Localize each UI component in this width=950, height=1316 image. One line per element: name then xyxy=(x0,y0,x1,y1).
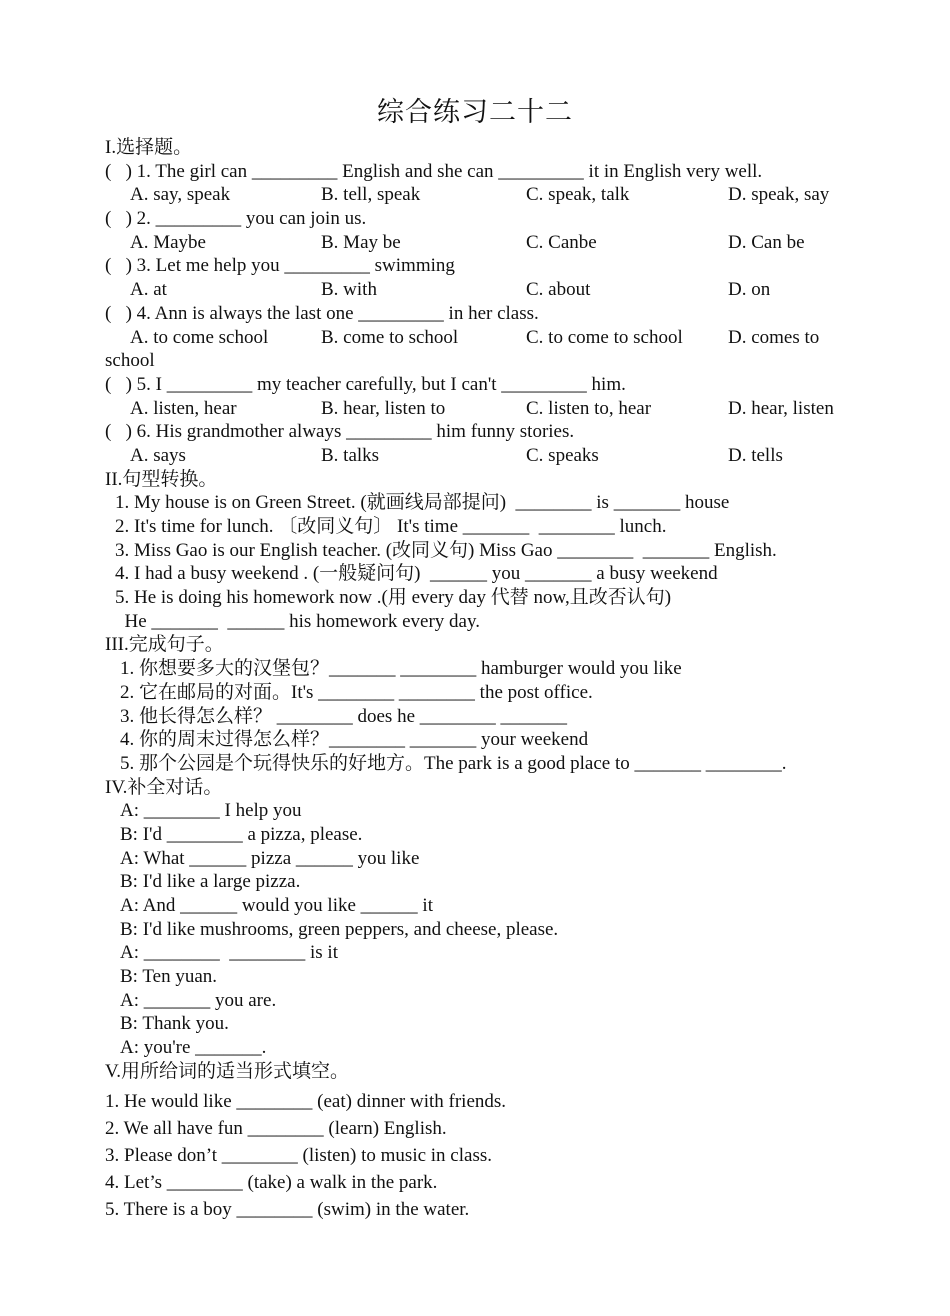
question-6-options xyxy=(105,444,865,468)
option-d: D. hear, listen xyxy=(728,397,834,419)
dialogue-line: A: ________ I help you xyxy=(120,800,302,822)
complete-item-1: 1. 你想要多大的汉堡包？_______ ________ hamburger would you like xyxy=(120,658,682,680)
option-d: D. Can be xyxy=(728,231,805,253)
fill-item-2: 2. We all have fun ________ (learn) English. xyxy=(105,1117,447,1139)
question-5-stem: ( ) 5. I _________ my teacher carefully, but I can't _________ him. xyxy=(105,373,626,395)
option-d: D. on xyxy=(728,279,771,301)
question-4-stem: ( ) 4. Ann is always the last one _________ in her class. xyxy=(105,302,539,324)
complete-item-4: 4. 你的周末过得怎么样？________ _______ your weekend xyxy=(120,729,589,751)
transform-item-2: 2. It's time for lunch. 〔改同义句〕 It's time _______ ________ lunch. xyxy=(115,516,667,537)
option-d: D. tells xyxy=(728,444,783,466)
option-c: C. to come to school xyxy=(526,326,683,348)
option-b: B. May be xyxy=(321,231,401,253)
question-3-stem: ( ) 3. Let me help you _________ swimming xyxy=(105,255,455,277)
option-c: C. speak, talk xyxy=(526,184,630,206)
option-b: B. talks xyxy=(321,444,380,466)
transform-item-4: 4. I had a busy weekend . (一般疑问句) ______ you _______ a busy weekend xyxy=(115,563,718,585)
fill-item-3: 3. Please don’t ________ (listen) to music in class. xyxy=(105,1144,492,1166)
question-6-stem: ( ) 6. His grandmother always _________ him funny stories. xyxy=(105,421,575,443)
fill-item-4: 4. Let’s ________ (take) a walk in the park. xyxy=(105,1171,438,1193)
section-4-heading: IV.补全对话。 xyxy=(105,776,223,798)
section-5-heading: V.用所给词的适当形式填空。 xyxy=(105,1060,350,1082)
option-a: A. listen, hear xyxy=(130,397,237,419)
option-c: C. Canbe xyxy=(526,231,597,253)
dialogue-line: A: ________ ________ is it xyxy=(120,942,338,964)
dialogue-line: A: And ______ would you like ______ it xyxy=(120,895,433,916)
dialogue-line: B: I'd like a large pizza. xyxy=(120,871,301,893)
question-1-stem: ( ) 1. The girl can _________ English and she can _________ it in English very well. xyxy=(105,160,763,182)
dialogue-line: B: I'd ________ a pizza, please. xyxy=(120,823,363,845)
question-5-options xyxy=(105,397,865,421)
page-title: 综合练习二十二 xyxy=(377,97,573,128)
dialogue-line: B: Ten yuan. xyxy=(120,966,218,988)
question-2-options xyxy=(105,231,865,255)
option-b: B. with xyxy=(321,279,377,301)
option-c: C. about xyxy=(526,279,591,301)
option-c: C. speaks xyxy=(526,444,599,466)
option-d: D. speak, say xyxy=(728,184,830,206)
question-1-options xyxy=(105,183,865,207)
question-3-options xyxy=(105,278,865,302)
option-a: A. says xyxy=(130,444,186,466)
option-b: B. come to school xyxy=(321,326,459,348)
transform-item-3: 3. Miss Gao is our English teacher. (改同义句) Miss Gao ________ _______ English. xyxy=(115,539,777,561)
dialogue-line: A: What ______ pizza ______ you like xyxy=(120,847,420,869)
complete-item-2: 2. 它在邮局的对面。It's ________ ________ the post office. xyxy=(120,681,593,703)
dialogue-line: B: Thank you. xyxy=(120,1013,229,1035)
option-b: B. tell, speak xyxy=(321,184,421,206)
dialogue-line: A: you're _______. xyxy=(120,1037,267,1059)
section-2-heading: II.句型转换。 xyxy=(105,468,218,490)
complete-item-5: 5. 那个公园是个玩得快乐的好地方。The park is a good place to _______ ________. xyxy=(120,752,787,774)
fill-item-1: 1. He would like ________ (eat) dinner with friends. xyxy=(105,1090,507,1112)
question-4-option-overflow: school xyxy=(105,350,155,372)
transform-item-1: 1. My house is on Green Street. (就画线局部提问) ________ is _______ house xyxy=(115,492,730,514)
option-a: A. at xyxy=(130,279,167,301)
dialogue-line: B: I'd like mushrooms, green peppers, and cheese, please. xyxy=(120,918,559,940)
dialogue-line: A: _______ you are. xyxy=(120,989,277,1011)
question-2-stem: ( ) 2. _________ you can join us. xyxy=(105,208,367,230)
complete-item-3: 3. 他长得怎么样？ ________ does he ________ _______ xyxy=(120,705,568,727)
option-d: D. comes to xyxy=(728,326,820,348)
option-b: B. hear, listen to xyxy=(321,397,446,419)
transform-item-5-answer: He _______ ______ his homework every day. xyxy=(115,610,480,632)
transform-item-5: 5. He is doing his homework now .(用 every day 代替 now,且改否认句) xyxy=(115,587,672,609)
fill-item-5: 5. There is a boy ________ (swim) in the water. xyxy=(105,1198,470,1220)
question-4-options xyxy=(105,326,865,350)
option-a: A. to come school xyxy=(130,326,269,348)
section-3-heading: III.完成句子。 xyxy=(105,634,224,656)
option-c: C. listen to, hear xyxy=(526,397,652,419)
section-1-heading: I.选择题。 xyxy=(105,137,193,158)
worksheet-body xyxy=(105,136,865,1223)
option-a: A. Maybe xyxy=(130,231,206,253)
option-a: A. say, speak xyxy=(130,184,231,206)
